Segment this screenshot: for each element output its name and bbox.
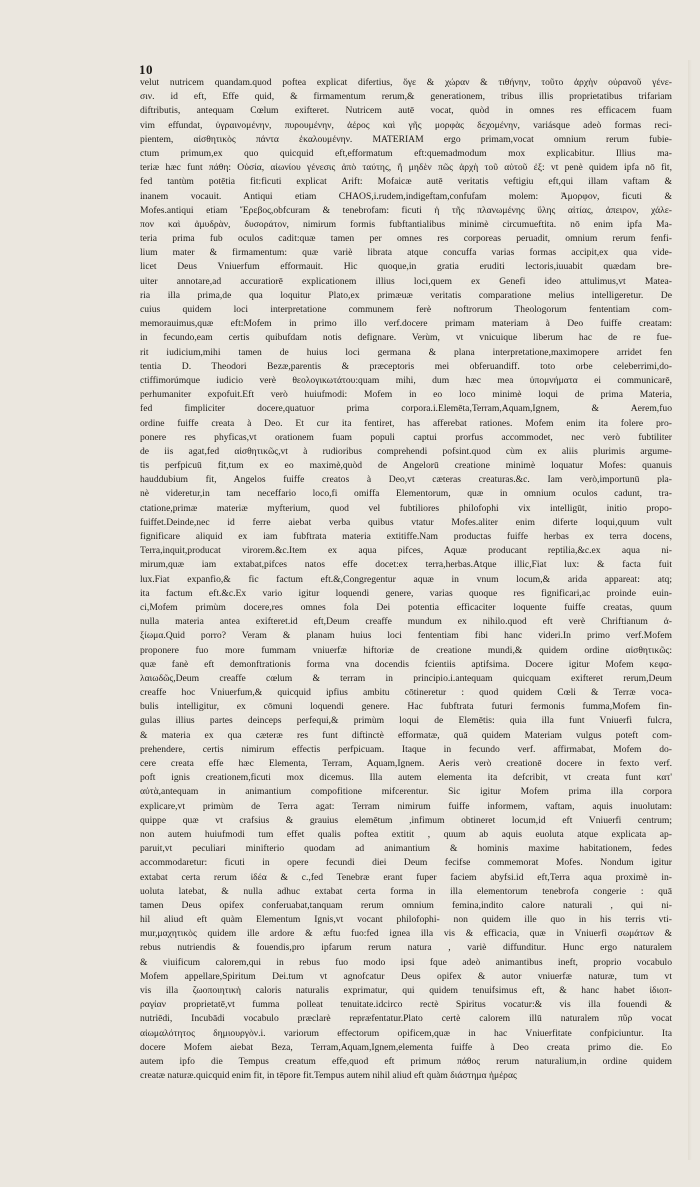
text-line: pientem, αἰσθητικὸς πάντα ἐκαλουμένην. MATERIAM ergo primam,vocat omnium rerum fubie- bbox=[140, 133, 672, 145]
text-line: lium mater & firmamentum: quæ variè librata atque concuffa varias formas accipit,ex qua vide- bbox=[140, 247, 672, 259]
text-line: ponere res phyficas,vt orationem fuam populi captui prorfus accommodet, nec verò fubtiliter bbox=[140, 431, 672, 443]
text-line: ordine fuiffe creata à Deo. Et cur ita fentiret, has afferebat rationes. Mofem enim ita folere pro- bbox=[140, 417, 672, 429]
body-text bbox=[140, 76, 672, 1083]
text-line: Terra,inquit,producat virorem.&c.Item ex aqua pifces, Aquæ producant reptilia,&c.ex aqua ni- bbox=[140, 545, 672, 557]
text-line: tamen Deus opifex conferuabat,tanquam rerum omnium femina,indito calore naturali , qui ni- bbox=[140, 899, 672, 911]
text-line: uiter annotare,ad accuratiorē explicationem illius loci,quem ex Genefi ideo attulimus,vt Matea- bbox=[140, 275, 672, 287]
text-line: nè videretur,in tam neceffario loco,fi omiffa Elementorum, quæ in omnium oculos cadunt, tra- bbox=[140, 488, 672, 500]
text-line: memorauimus,quæ eft:Mofem in primo illo verf.docere primam materiam à Deo fuiffe creatam: bbox=[140, 318, 672, 330]
text-line: αὐτὰ,antequam in animantium compofitione mifcerentur. Sic igitur Mofem prima illa corpora bbox=[140, 786, 672, 798]
text-line: creatæ naturæ.quicquid enim fit, in tēpore fit.Tempus autem nihil aliud eft quàm διάστημα ἡμέρας bbox=[140, 1070, 517, 1082]
text-line: & materia ex qua cæteræ res funt diftinctè efformatæ, quā quidem Materiam vulgus poteft com- bbox=[140, 729, 672, 741]
text-line: rebus nutriendis & fouendis,pro ipfarum rerum natura , variè diffunditur. Hunc ergo naturalem bbox=[140, 942, 672, 954]
text-line: creaffe hoc Vniuerfum,& quicquid ipfius ambitu cōtineretur : quod quidem Cœli & Terræ voca- bbox=[140, 687, 672, 699]
page-edge bbox=[688, 60, 692, 1160]
text-line: quippe quæ vt crafsius & grauius elemētum ,infimum obtineret locum,id eft Vniuerfi centrum; bbox=[140, 814, 672, 826]
text-line: αἰωμαλότητος δημιουργὸν.i. variorum effectorum opificem,quæ in hac Vniuerfitate confpiciuntur. Ita bbox=[140, 1027, 672, 1039]
text-line: ctum primum,ex quo quicquid eft,efformatum eft:quemadmodum mox explicabitur. Illius ma- bbox=[140, 147, 672, 159]
text-line: ραγίαν proprietatē,vt fumma polleat tenuitate.idcirco rectè Spiritus vocatur:& vis illa fouendi & bbox=[140, 999, 672, 1011]
text-line: tentia D. Theodori Bezæ,parentis & præceptoris mei obferuandiff. toto orbe celeberrimi,do- bbox=[140, 360, 672, 372]
text-line: hauddubium fit, Angelos fuiffe creatos à Deo,vt cæteras creaturas.&c. Iam verò,importunū pla- bbox=[140, 474, 672, 486]
text-line: teriæ hæc funt πάθη: Οὐσία, αἰωνίου γένεσις ἀπὸ ταύτης, ἢ μηδὲν πῶς ἀρχὴ τοῦ αὐτοῦ ἐξ: vt penè quidem ipfa nō fit, bbox=[140, 162, 672, 174]
text-line: ctiffimorúmque iudicio verè θεολογικωτάτου:quam mihi, dum hæc mea ὑπομνήματα ei communicarē, bbox=[140, 374, 672, 386]
text-line: bulis intelligitur, ex cōmuni loquendi genere. Hac fubftrata futuri fermonis fumma,Mofem fin- bbox=[140, 701, 672, 713]
text-line: accommodaretur: ficuti in opere fecundi diei Deum fecifse commemorat Mofes. Nondum igitur bbox=[140, 857, 672, 869]
text-line: Mofes.antiqui etiam Ἔρεβος,obfcuram & tenebrofam: ficuti ἡ τῆς πλανωμένης ὕλης αἰτίας, ἀπειρον, χάλε- bbox=[140, 204, 672, 216]
text-line: quæ fanè eft demonftrationis forma vna docendis fcientiis aptifsima. Docere igitur Mofem κεφα- bbox=[140, 658, 672, 670]
text-line: ctatione,primæ materiæ myfterium, quod vel fubtiliores philofophi vix intelligūt, initio propo- bbox=[140, 502, 672, 514]
text-line: fignificare aliquid ex iam fubftrata materia extitiffe.Nam productas fuiffe herbas ex terra docens, bbox=[140, 531, 672, 542]
text-line: mur,μαχητικὸς quidem ille ardore & æftu fuo:fed ignea illa vis & efficacia, quæ in Vniuerfi σωμάτων & bbox=[140, 928, 672, 940]
text-line: gulas illius partes deinceps perfequi,& primùm loqui de Elemētis: quia illa funt Vniuerfi fulcra, bbox=[140, 715, 672, 727]
text-line: uoluta latebat, & nulla adhuc extabat certa forma in illa elementorum tenebrofa congerie : quā bbox=[140, 885, 672, 897]
text-line: paruit,vt peculiari minifterio quodam ad animantium & hominis maxime habitationem, fedes bbox=[140, 843, 672, 855]
text-line: poft ignis creationem,ficuti mox dicemus. Illa autem elementa ita defcribit, vt creata funt κατ' bbox=[140, 772, 672, 784]
text-line: licet Deus Vniuerfum efformauit. Hic quoque,in gratia eruditi lectoris,iuuabit quædam bre- bbox=[140, 261, 672, 273]
text-line: cere creata effe hæc Elementa, Terram, Aquam,Ignem. Aeris verò creationē docere in fexto verf. bbox=[140, 758, 672, 769]
text-line: in fecundo,eam certis quibufdam notis defignare. Verùm, vt vnicuique liberum hac de re fue- bbox=[140, 332, 672, 344]
page-number: 10 bbox=[139, 62, 153, 77]
text-line: docere Mofem aiebat Beza, Terram,Aquam,Ignem,elementa fuiffe à Deo creata primo die. Eo bbox=[140, 1041, 672, 1053]
text-line: πον καὶ ἀμυδρὰν, δυσοράτον, nimirum formis fubftantialibus minimè circumueftita. nō enim ipfa Ma- bbox=[140, 218, 672, 230]
text-line: lux.Fiat expanfio,& fic factum eft.&,Congregentur aquæ in vnum locum,& arida appareat: atq; bbox=[140, 573, 672, 585]
text-line: ci,Mofem primùm docere,res omnes fola Dei potentia efficaciter loquente fuiffe creatas, quum bbox=[140, 601, 672, 613]
text-line: σιν. id eft, Effe quid, & firmamentum rerum,& generationem, tribus illis proprietatibus trifariam bbox=[140, 91, 672, 103]
text-line: teria prima fub oculos cadit:quæ tamen per omnes res corporeas peruadit, omnium rerum fenfi- bbox=[140, 233, 672, 245]
text-line: autem ipfo die Tempus creatum effe,quod eft primum πάθος rerum naturalium,in ordine quidem bbox=[140, 1055, 672, 1067]
text-line: fed fimpliciter docere,quatuor prima corpora.i.Elemēta,Terram,Aquam,Ignem, & Aerem,fuo bbox=[140, 403, 672, 415]
text-line: λαιωδῶς,Deum creaffe cœlum & terram in principio.i.antequam quicquam exifteret rerum,Deum bbox=[140, 672, 672, 684]
text-line: de iis agat,fed αἰσθητικῶς,vt à rudioribus comprehendi pofsint.quod cùm ex aliis plurimis argume- bbox=[140, 445, 672, 457]
text-line: mirum,quæ iam extabat,pifces natos effe docet:ex terra,herbas.Atque illic,Fiat lux: & facta fuit bbox=[140, 559, 672, 571]
text-line: proponere fuo more fummam vniuerfæ hiftoriæ de creatione mundi,& quidem ordine αἰσθητικῶς: bbox=[140, 644, 672, 656]
text-line: nulla materia antea exifteret.id eft,Deum creaffe mundum ex nihilo.quod eft verè Chriftianum ἀ- bbox=[140, 616, 672, 628]
text-line: tis perfpicuū fit,tum ex eo maximè,quòd de Angelorū creatione minimè loquatur Mofes: quanuis bbox=[140, 460, 672, 472]
text-line: ria illa prima,de qua loquitur Plato,ex primæuæ veritatis comparatione melius intelligeretur. De bbox=[140, 289, 672, 301]
text-line: nutriēdi, Incubādi vocabulo præclarè repræfentatur.Plato certè calorem illū naturalem πῦρ vocat bbox=[140, 1013, 672, 1025]
text-line: inanem vocauit. Antiqui etiam CHAOS,i.rudem,indigeftam,confufam molem: Ἀμορφον, ficuti & bbox=[140, 190, 672, 202]
text-line: prehendere, certis nimirum effectis perfpicuam. Itaque in fecundo verf. affirmabat, Mofem do- bbox=[140, 743, 672, 755]
text-line: extabat certa rerum ἰδέα & c.,fed Tenebræ erant fuper faciem abyfsi.id eft,Terra aqua proximè in- bbox=[140, 871, 672, 883]
text-line: diftributis, antequam Cœlum exifteret. Nutricem autē vocat, quòd in omnes res efficacem fuam bbox=[140, 105, 672, 117]
text-line: explicare,vt primùm de Terra agat: Terram nimirum fuiffe informem, vaftam, aquis inuolutam: bbox=[140, 800, 672, 812]
text-line: fed tantùm potētia fit:ficuti explicat Arift: Mofaicæ autē veritatis veftigiu eft,qui illam vaftam & bbox=[140, 176, 672, 188]
text-line: & viuificum calorem,qui in rebus fuo modo ipsi fque adeò animantibus ineft, proprio vocabulo bbox=[140, 956, 672, 968]
text-line: fuiffet.Deinde,nec id ferre aiebat verba quibus vtatur Mofes.aliter enim diferte loqui,quum vult bbox=[140, 516, 672, 528]
text-line: ξίωμα.Quid porro? Veram & planam huius loci fententiam fibi hanc videri.In primo verf.Mofem bbox=[140, 630, 672, 642]
text-line: non autem huiufmodi tum effet qualis poftea extitit , quum ab aquis euoluta atque explicata ap- bbox=[140, 828, 672, 840]
text-line: hil aliud eft quàm Elementum Ignis,vt vocant philofophi- non quidem ille quo in his terris vti- bbox=[140, 914, 672, 926]
text-line: vis illa ζωοποιητικὴ caloris naturalis exprimatur, qui quidem tenuifsimus eft, & hanc habet ἰδιοπ- bbox=[140, 985, 672, 996]
text-line: rit iudicium,mihi tamen de huius loci germana & plana interpretatione,maximopere arridet fen bbox=[140, 346, 672, 358]
text-line: vim effundat, ὑγραινομένην, πυρουμένην, ἀέρος καὶ γῆς μορφὰς δεχομένην, variásque adeò formas reci- bbox=[140, 119, 672, 131]
text-line: ita factum eft.&c.Ex vario igitur loquendi genere, varias quoque res fignificari,ac proinde euin- bbox=[140, 587, 672, 599]
text-line: Mofem appellare,Spiritum Dei.tum vt agnofcatur Deus opifex & autor vniuerfæ naturæ, tum vt bbox=[140, 970, 672, 982]
text-line: perhumaniter expofuit.Eft verò huiufmodi: Mofem in eo loco minimè loqui de prima Materia, bbox=[140, 389, 672, 401]
text-line: cuius quidem loci interpretatione communem ferè noftrorum Theologorum fententiam com- bbox=[140, 304, 672, 315]
text-line: velut nutricem quandam.quod poftea explicat difertius, ὅγε & χώραν & τιθήνην, τοῦτο ἀρχὴν οὐρανοῦ γένε- bbox=[140, 77, 672, 88]
